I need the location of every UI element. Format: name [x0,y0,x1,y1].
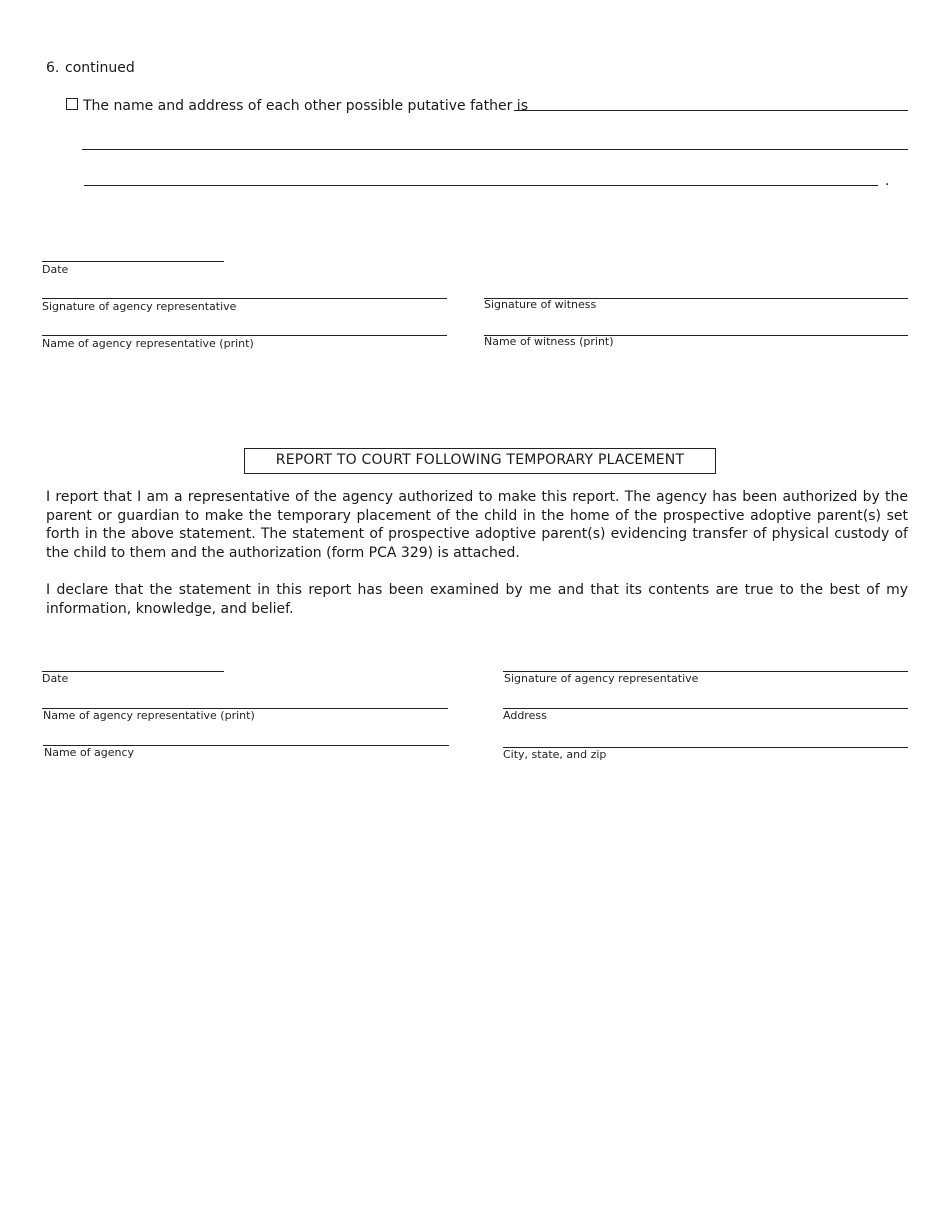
report-title: REPORT TO COURT FOLLOWING TEMPORARY PLACEMENT [244,448,716,474]
witness-name-label: Name of witness (print) [484,335,614,348]
address-line[interactable] [503,708,908,709]
section-continued-label: continued [65,60,135,76]
putative-father-line-2[interactable] [82,149,908,150]
report-paragraph-2: I declare that the statement in this report has been examined by me and that its contents are true to the best of my information, knowledge, and belief. [46,582,908,617]
agency-rep-name-label-2: Name of agency representative (print) [43,709,255,722]
agency-rep-signature-line-1[interactable] [42,298,447,299]
putative-father-checkbox[interactable] [66,98,78,110]
report-paragraph-1: I report that I am a representative of the agency authorized to make this report. The agency has been authorized by the parent or guardian to make the temporary placement of the child in the home of the prospective adoptive parent(s) set forth in the above statement. The statement of prospective adoptive parent(s) evidencing transfer of physical custody of the child to them and the authorization (form PCA 329) is attached. [46,489,908,561]
agency-rep-signature-label-2: Signature of agency representative [504,672,699,685]
date-line-1[interactable] [42,261,224,262]
putative-father-line-1[interactable] [514,110,908,111]
date-label-1: Date [42,263,69,276]
city-state-zip-label: City, state, and zip [503,748,607,761]
agency-name-label: Name of agency [44,746,135,759]
date-line-2[interactable] [42,671,224,672]
agency-rep-name-label-1: Name of agency representative (print) [42,337,254,350]
date-label-2: Date [42,672,69,685]
putative-father-line-3[interactable] [84,185,878,186]
witness-signature-label: Signature of witness [484,298,597,311]
end-period: . [885,173,890,189]
agency-rep-signature-label-1: Signature of agency representative [42,300,237,313]
putative-father-text: The name and address of each other possible putative father is [83,98,528,114]
agency-rep-name-line-1[interactable] [42,335,447,336]
address-label: Address [503,709,547,722]
section-number: 6. [46,60,60,76]
